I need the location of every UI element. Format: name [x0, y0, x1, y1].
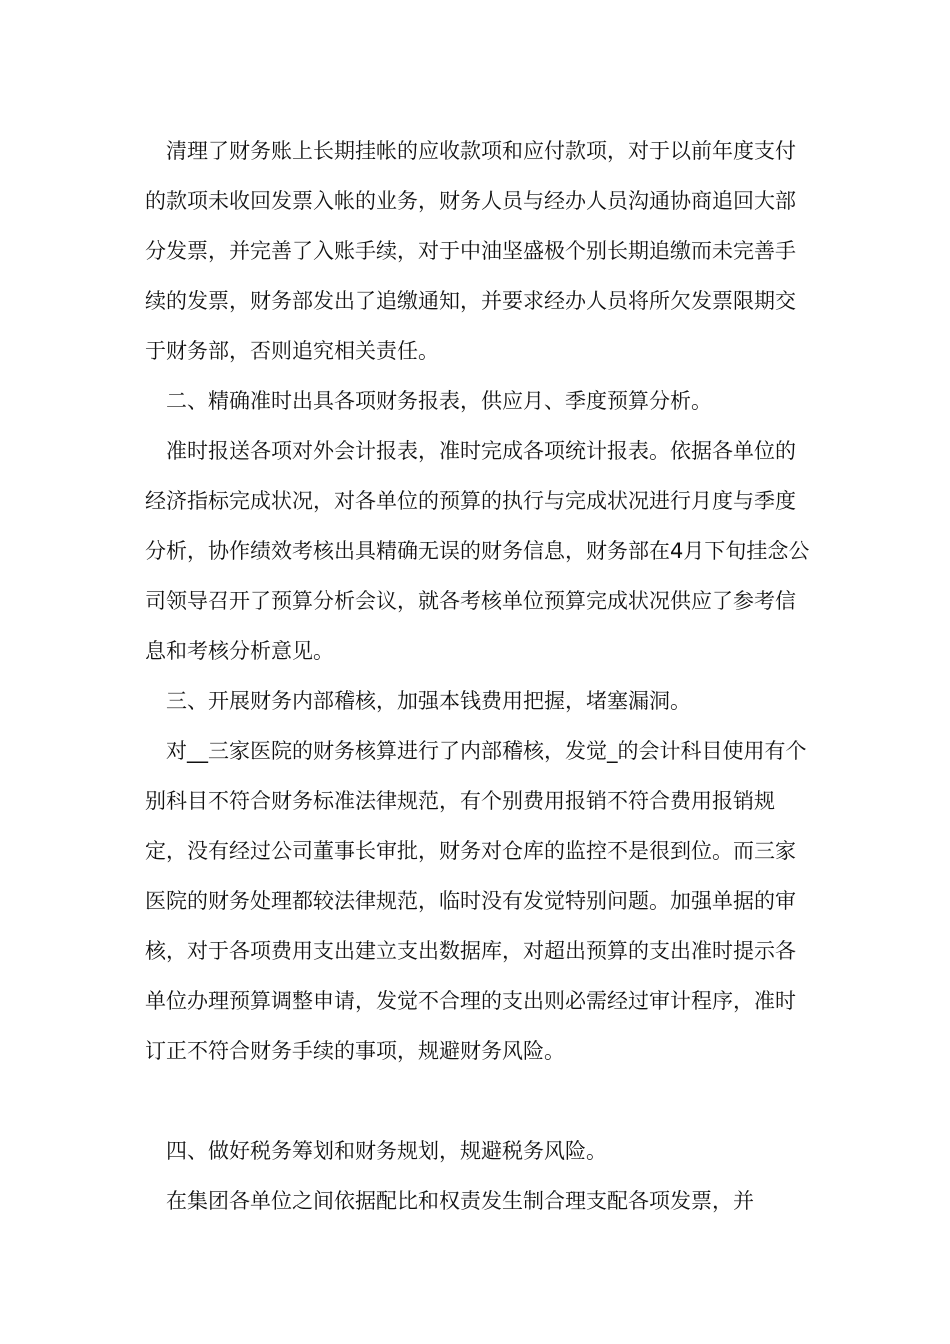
paragraph-reporting: 准时报送各项对外会计报表，准时完成各项统计报表。依据各单位的经济指标完成状况，对各单位的预算的执行与完成状况进行月度与季度分析，协作绩效考核出具精确无误的财务信息，财务部在4月下旬挂念公司领导召开了预算分析会议，就各考核单位预算完成状况供应了参考信息和考核分析意见。 — [145, 439, 810, 663]
heading-section-three: 三、开展财务内部稽核，加强本钱费用把握，堵塞漏洞。 — [166, 689, 691, 713]
heading-section-two: 二、精确准时出具各项财务报表，供应月、季度预算分析。 — [166, 389, 712, 413]
heading-section-four: 四、做好税务筹划和财务规划，规避税务风险。 — [166, 1139, 607, 1163]
paragraph-accounts-cleanup: 清理了财务账上长期挂帐的应收款项和应付款项，对于以前年度支付的款项未收回发票入帐的业务，财务人员与经办人员沟通协商追回大部分发票，并完善了入账手续，对于中油坚盛极个别长期追缴而未完善手续的发票，财务部发出了追缴通知，并要求经办人员将所欠发票限期交于财务部，否则追究相关责任。 — [145, 139, 796, 363]
paragraph-tax-planning: 在集团各单位之间依据配比和权责发生制合理支配各项发票，并 — [166, 1189, 754, 1213]
document-body — [145, 126, 813, 1226]
paragraph-internal-audit: 对__三家医院的财务核算进行了内部稽核，发觉_的会计科目使用有个别科目不符合财务标准法律规范，有个别费用报销不符合费用报销规定，没有经过公司董事长审批，财务对仓库的监控不是很到位。而三家医院的财务处理都较法律规范，临时没有发觉特别问题。加强单据的审核，对于各项费用支出建立支出数据库，对超出预算的支出准时提示各单位办理预算调整申请，发觉不合理的支出则必需经过审计程序，准时订正不符合财务手续的事项，规避财务风险。 — [145, 739, 807, 1063]
